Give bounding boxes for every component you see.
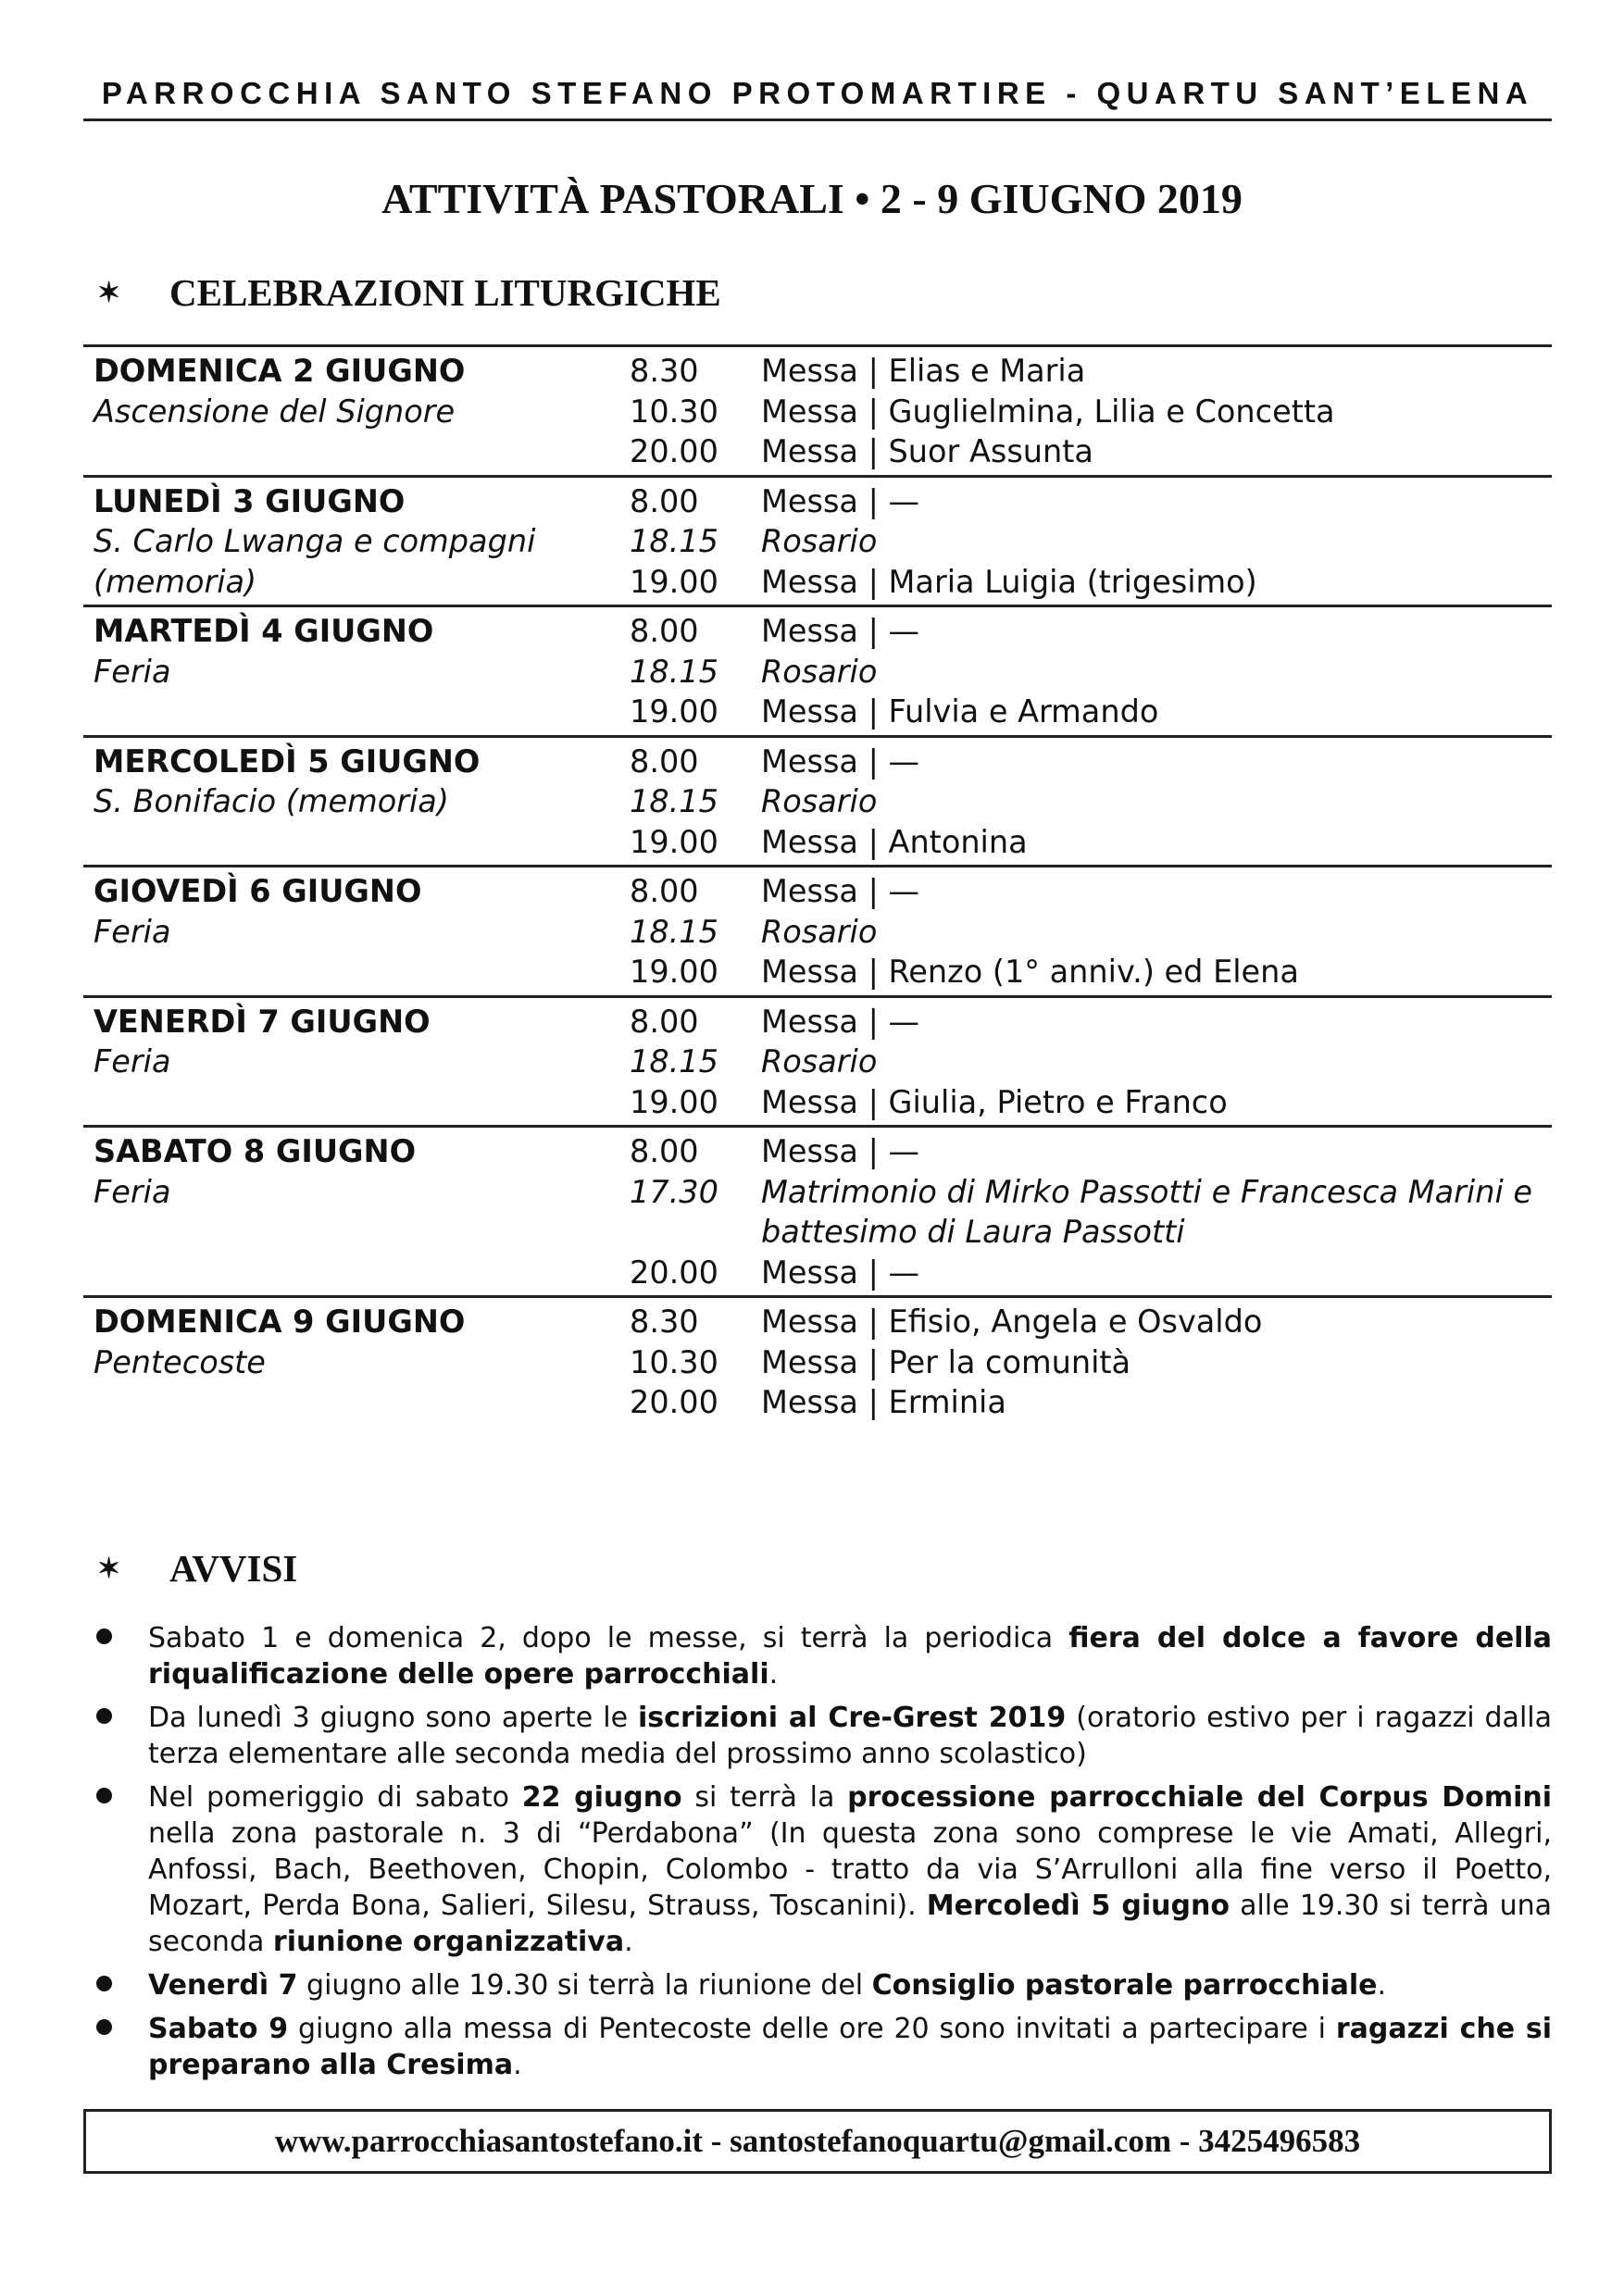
event-row: [630, 1042, 1552, 1082]
event-time: 8.00: [630, 1133, 699, 1169]
event-description: Messa | Suor Assunta: [761, 433, 1093, 469]
event-time: 8.00: [630, 1003, 699, 1040]
event-description: Rosario: [761, 913, 878, 950]
notice-highlight: processione parrocchiale del Corpus Domini: [847, 1781, 1552, 1814]
notice-item: [83, 1967, 1552, 2003]
event-time: 18.15: [630, 1043, 718, 1079]
notice-item: [83, 2011, 1552, 2083]
event-description: Rosario: [761, 523, 878, 559]
event-row: [630, 392, 1552, 432]
event-list: [630, 481, 1552, 603]
event-time: 8.30: [630, 353, 699, 389]
liturgical-feast: Feria: [94, 1173, 171, 1210]
event-row: [630, 652, 1552, 693]
footer-contacts: www.parrocchiasantostefano.it - santostefanoquartu@gmail.com - 3425496583: [83, 2109, 1552, 2174]
event-description: Messa | —: [761, 1133, 920, 1169]
event-description: Messa | —: [761, 873, 920, 909]
notice-text: (oratorio estivo per i ragazzi dalla terza elementare alle seconda media del prossimo anno scolastico): [148, 1702, 1552, 1770]
notice-text: alle 19.30 si terrà una seconda: [148, 1890, 1552, 1958]
event-time: 19.00: [630, 823, 718, 860]
event-description: Messa | Renzo (1° anniv.) ed Elena: [761, 954, 1299, 990]
event-list: [630, 1002, 1552, 1123]
event-time: 19.00: [630, 563, 718, 600]
event-description: Messa | Maria Luigia (trigesimo): [761, 563, 1257, 600]
event-time: 8.00: [630, 613, 699, 649]
day-info: [83, 1302, 630, 1423]
liturgical-feast: S. Carlo Lwanga e compagni (memoria): [94, 523, 536, 600]
event-description: Messa | Efisio, Angela e Osvaldo: [761, 1304, 1263, 1340]
day-info: [83, 481, 630, 603]
event-row: [630, 822, 1552, 863]
event-description: Matrimonio di Mirko Passotti e Francesca Marini e battesimo di Laura Passotti: [761, 1173, 1533, 1250]
event-row: [630, 431, 1552, 472]
event-description: Messa | —: [761, 613, 920, 649]
event-time: 10.30: [630, 393, 718, 430]
event-time: 19.00: [630, 693, 718, 730]
event-description: Messa | Antonina: [761, 823, 1028, 860]
event-description: Messa | —: [761, 1254, 920, 1291]
notice-text: Sabato 1 e domenica 2, dopo le messe, si terrà la periodica: [148, 1622, 1069, 1654]
notice-text: .: [513, 2049, 522, 2081]
notice-item: [83, 1700, 1552, 1772]
event-row: [630, 781, 1552, 822]
event-time: 19.00: [630, 954, 718, 990]
event-row: [630, 1002, 1552, 1042]
star-bullet-icon: ✶: [97, 277, 121, 308]
liturgical-feast: Feria: [94, 1043, 171, 1079]
event-list: [630, 611, 1552, 732]
event-list: [630, 351, 1552, 472]
notice-highlight: Venerdì 7: [148, 1969, 298, 2002]
notice-text: nella zona pastorale n. 3 di “Perdabona” (In questa zona sono comprese le vie Amati, Allegri, Anfossi, Bach, Beethoven, Chopin, Colombo - tratto da via S’Arrulloni alla fine verso il Poetto, Mozart, Perda Bona, Salieri, Silesu, Strauss, Toscanini).: [148, 1817, 1552, 1922]
liturgical-feast: Pentecoste: [94, 1343, 266, 1380]
day-block: [83, 865, 1552, 995]
notice-highlight: Sabato 9: [148, 2013, 289, 2045]
event-row: [630, 952, 1552, 992]
event-description: Messa | Guglielmina, Lilia e Concetta: [761, 393, 1335, 430]
day-block: [83, 344, 1552, 475]
event-row: [630, 481, 1552, 522]
event-description: Messa | Per la comunità: [761, 1343, 1131, 1380]
event-list: [630, 1131, 1552, 1292]
section-heading-celebrations: [97, 270, 721, 315]
event-time: 8.30: [630, 1304, 699, 1340]
day-name: LUNEDÌ 3 GIUGNO: [94, 482, 406, 519]
event-description: Messa | Erminia: [761, 1384, 1006, 1420]
notice-highlight: 22 giugno: [521, 1781, 682, 1814]
bullet-icon: [96, 1708, 112, 1724]
day-name: VENERDÌ 7 GIUGNO: [94, 1003, 431, 1040]
event-time: 20.00: [630, 1384, 718, 1420]
event-description: Rosario: [761, 1043, 878, 1079]
event-row: [630, 351, 1552, 392]
section-label: CELEBRAZIONI LITURGICHE: [169, 271, 721, 314]
notice-highlight: Mercoledì 5 giugno: [926, 1890, 1230, 1922]
day-name: MERCOLEDÌ 5 GIUGNO: [94, 742, 481, 780]
event-time: 18.15: [630, 913, 718, 950]
day-name: DOMENICA 9 GIUGNO: [94, 1304, 466, 1340]
event-time: 8.00: [630, 742, 699, 780]
day-info: [83, 1131, 630, 1292]
liturgical-feast: Feria: [94, 913, 171, 950]
event-time: 18.15: [630, 523, 718, 559]
bullet-icon: [96, 1976, 112, 1991]
event-list: [630, 742, 1552, 863]
event-description: Messa | —: [761, 742, 920, 780]
event-row: [630, 1082, 1552, 1123]
bullet-icon: [96, 2019, 112, 2035]
day-info: [83, 871, 630, 992]
event-description: Messa | —: [761, 1003, 920, 1040]
bullet-icon: [96, 1628, 112, 1644]
event-description: Rosario: [761, 783, 878, 819]
notice-text: .: [624, 1926, 633, 1958]
day-block: [83, 735, 1552, 866]
notices-list: [83, 1620, 1552, 2090]
event-description: Messa | —: [761, 482, 920, 519]
event-time: 20.00: [630, 433, 718, 469]
notice-text: si terrà la: [681, 1781, 848, 1814]
notice-text: giugno alla messa di Pentecoste delle ore 20 sono invitati a partecipare i: [288, 2013, 1336, 2045]
day-block: [83, 995, 1552, 1126]
parish-header: PARROCCHIA SANTO STEFANO PROTOMARTIRE - QUARTU SANT’ELENA: [83, 76, 1552, 121]
notice-text: .: [768, 1658, 779, 1691]
event-time: 18.15: [630, 783, 718, 819]
event-list: [630, 871, 1552, 992]
day-name: DOMENICA 2 GIUGNO: [94, 353, 466, 389]
notice-highlight: fiera del dolce a favore della riqualificazione delle opere parrocchiali: [148, 1622, 1552, 1691]
notice-text: Da lunedì 3 giugno sono aperte le: [148, 1702, 639, 1734]
event-row: [630, 521, 1552, 562]
section-label: AVVISI: [169, 1547, 298, 1590]
event-row: [630, 1302, 1552, 1342]
day-name: GIOVEDÌ 6 GIUGNO: [94, 873, 422, 909]
event-row: [630, 1382, 1552, 1423]
event-time: 10.30: [630, 1343, 718, 1380]
event-row: [630, 692, 1552, 732]
event-time: 8.00: [630, 873, 699, 909]
notice-highlight: ragazzi che si preparano alla Cresima: [148, 2013, 1552, 2081]
day-info: [83, 1002, 630, 1123]
day-block: [83, 475, 1552, 605]
event-description: Rosario: [761, 653, 878, 690]
event-time: 17.30: [630, 1173, 718, 1210]
liturgical-feast: S. Bonifacio (memoria): [94, 783, 449, 819]
day-info: [83, 742, 630, 863]
notice-text: giugno alle 19.30 si terrà la riunione del: [297, 1969, 872, 2002]
day-block: [83, 605, 1552, 735]
event-row: [630, 742, 1552, 782]
notice-item: [83, 1779, 1552, 1960]
day-block: [83, 1295, 1552, 1426]
notice-text: Nel pomeriggio di sabato: [148, 1781, 522, 1814]
event-row: [630, 1253, 1552, 1293]
day-name: MARTEDÌ 4 GIUGNO: [94, 613, 434, 649]
event-description: Messa | Fulvia e Armando: [761, 693, 1159, 730]
day-info: [83, 611, 630, 732]
notice-highlight: Consiglio pastorale parrocchiale: [871, 1969, 1378, 2002]
event-time: 20.00: [630, 1254, 718, 1291]
notice-highlight: riunione organizzativa: [272, 1926, 625, 1958]
event-description: Messa | Giulia, Pietro e Franco: [761, 1083, 1228, 1120]
page-title: ATTIVITÀ PASTORALI • 2 - 9 GIUGNO 2019: [381, 175, 1243, 222]
day-info: [83, 351, 630, 472]
liturgical-feast: Ascensione del Signore: [94, 393, 456, 430]
event-row: [630, 912, 1552, 953]
event-row: [630, 1172, 1552, 1253]
liturgical-feast: Feria: [94, 653, 171, 690]
celebrations-table: [83, 344, 1552, 1426]
event-time: 19.00: [630, 1083, 718, 1120]
notice-text: .: [1377, 1969, 1387, 2002]
event-row: [630, 1131, 1552, 1172]
notice-item: [83, 1620, 1552, 1692]
event-time: 8.00: [630, 482, 699, 519]
event-row: [630, 611, 1552, 652]
event-description: Messa | Elias e Maria: [761, 353, 1086, 389]
section-heading-notices: [97, 1546, 297, 1591]
star-bullet-icon: ✶: [97, 1553, 121, 1584]
notice-highlight: iscrizioni al Cre-Grest 2019: [638, 1702, 1067, 1734]
event-list: [630, 1302, 1552, 1423]
day-name: SABATO 8 GIUGNO: [94, 1133, 417, 1169]
event-row: [630, 562, 1552, 603]
bullet-icon: [96, 1788, 112, 1803]
event-row: [630, 1342, 1552, 1383]
event-time: 18.15: [630, 653, 718, 690]
day-block: [83, 1125, 1552, 1295]
event-row: [630, 871, 1552, 912]
